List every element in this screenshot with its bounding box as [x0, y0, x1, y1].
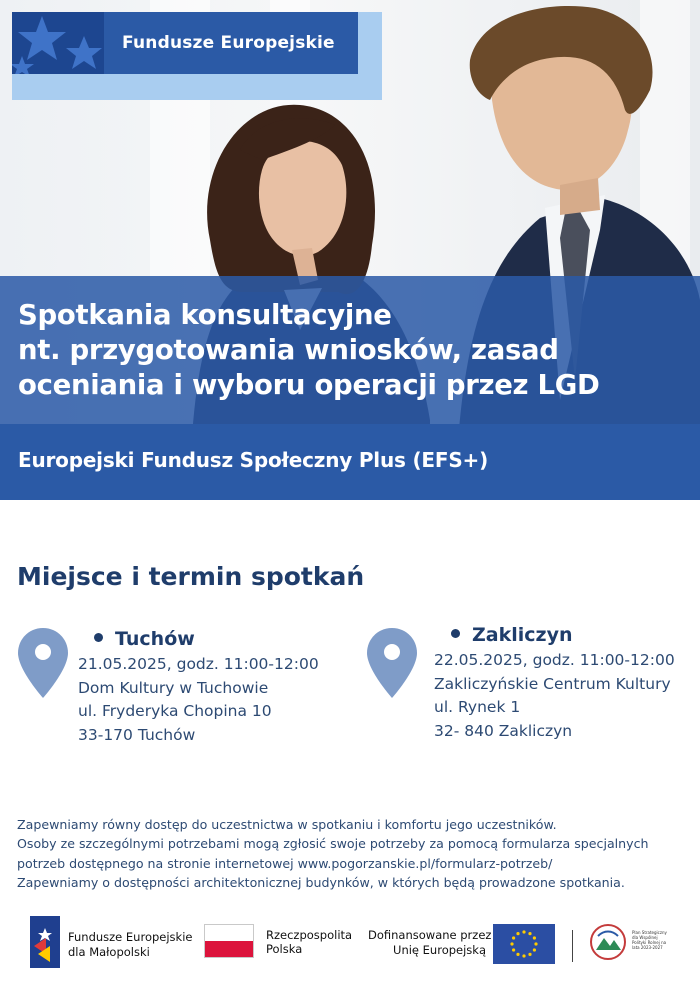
fe-logo-line: Fundusze Europejskie: [68, 930, 193, 944]
fe-logo-text: [68, 930, 192, 960]
rp-logo-line: Polska: [266, 942, 303, 956]
eu-logo-line: Unię Europejską: [393, 943, 486, 957]
place-detail-line: ul. Rynek 1: [434, 698, 521, 716]
polish-flag-icon: [204, 924, 254, 958]
fe-logo-line: dla Małopolski: [68, 945, 150, 959]
rp-logo-line: Rzeczpospolita: [266, 928, 353, 942]
fe-logo-icon: [30, 916, 60, 968]
bullet-icon: [451, 629, 460, 638]
title-line: oceniania i wyboru operacji przez LGD: [18, 369, 600, 401]
eu-logo-line: Dofinansowane przez: [368, 928, 492, 942]
place-name: [451, 624, 573, 646]
program-header-bar: [12, 12, 358, 74]
psp-logo-text: Plan Strategiczny dla Wspólnej Polityki Rolnej na lata 2023-2027: [632, 930, 667, 950]
bullet-icon: [94, 633, 103, 642]
title-band: [0, 276, 700, 424]
place-details: [434, 649, 675, 743]
place-name-text: Tuchów: [115, 628, 195, 650]
note-line: Zapewniamy o dostępności architektonicznej budynków, w których będą prowadzone spotkania.: [17, 874, 625, 890]
program-label: Fundusze Europejskie: [122, 33, 335, 53]
logo-separator: [572, 930, 573, 962]
title-line: Spotkania konsultacyjne: [18, 299, 392, 331]
place-detail-line: 32- 840 Zakliczyn: [434, 721, 573, 740]
note-line: potrzeb dostępnego na stronie internetowej www.pogorzanskie.pl/formularz-potrzeb/: [17, 855, 553, 871]
eu-logo-text: [368, 928, 492, 958]
place-name-text: Zakliczyn: [472, 624, 573, 646]
place-detail-line: Zakliczyńskie Centrum Kultury: [434, 674, 671, 693]
map-pin-icon: [18, 628, 68, 698]
place-name: [94, 628, 195, 650]
subtitle: Europejski Fundusz Społeczny Plus (EFS+): [18, 448, 489, 472]
place-detail-line: 21.05.2025, godz. 11:00-12:00: [78, 655, 319, 673]
eu-stars-icon: [12, 12, 104, 74]
program-header: [12, 12, 382, 100]
note-line: Zapewniamy równy dostęp do uczestnictwa w spotkaniu i komfortu jego uczestników.: [17, 817, 557, 832]
footer-logos: [0, 910, 700, 980]
place-details: [78, 653, 319, 747]
eu-flag-icon: [493, 924, 555, 964]
place-detail-line: 22.05.2025, godz. 11:00-12:00: [434, 651, 675, 669]
title-line: nt. przygotowania wniosków, zasad: [18, 334, 559, 366]
place-detail-line: 33-170 Tuchów: [78, 725, 196, 744]
rp-logo-text: [266, 928, 352, 956]
place-detail-line: ul. Fryderyka Chopina 10: [78, 702, 272, 720]
subtitle-band: [0, 424, 700, 500]
accessibility-notes: [17, 815, 693, 892]
section-heading: Miejsce i termin spotkań: [17, 562, 365, 591]
psp-logo-icon: [588, 922, 628, 962]
note-line: Osoby ze szczególnymi potrzebami mogą zgłosić swoje potrzeby za pomocą formularza specjalnych: [17, 836, 649, 852]
map-pin-icon: [367, 628, 417, 698]
place-detail-line: Dom Kultury w Tuchowie: [78, 678, 269, 697]
